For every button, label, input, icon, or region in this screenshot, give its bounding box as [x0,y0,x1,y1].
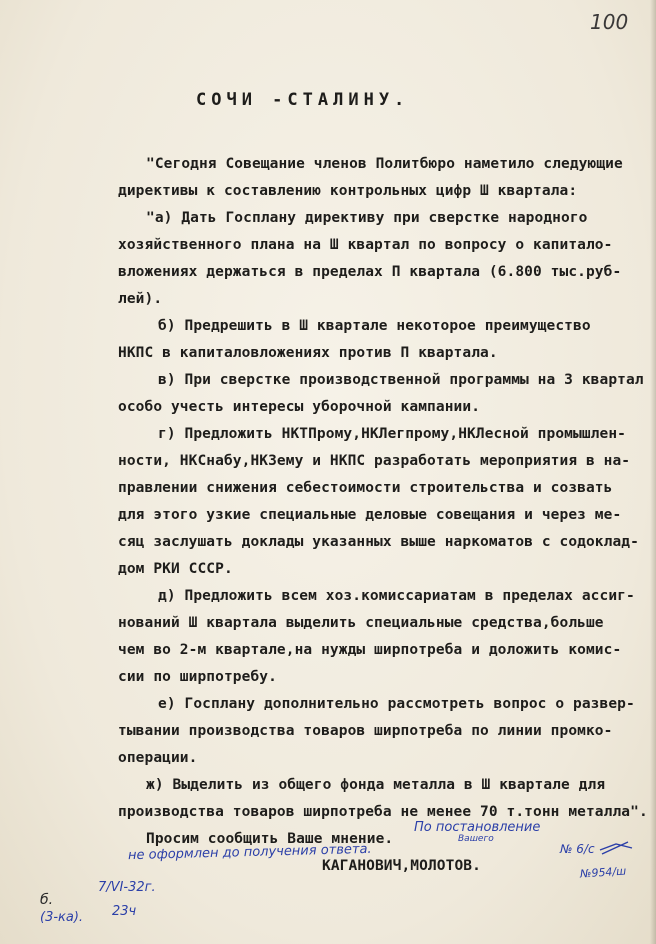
handwritten-note-line1: По постановление [414,820,541,835]
item-e-line: е) Госплану дополнительно рассмотреть вопрос о развер- [158,696,635,712]
closing-request: Просим сообщить Ваше мнение. [146,831,394,847]
item-b-line: б) Предрешить в Ш квартале некоторое преимущество [158,318,591,334]
item-a-line: хозяйственного плана на Ш квартал по вопросу о капитало- [118,237,613,253]
item-zh-line: производства товаров ширпотреба не менее 70 т.тонн металла". [118,804,648,820]
handwritten-note-mark: № 6/с [560,842,595,856]
item-g-line: сяц заслушать доклады указанных выше наркоматов с содоклад- [118,534,639,550]
item-e-line: тывании производства товаров ширпотреба по линии промко- [118,723,613,739]
item-v-line: особо учесть интересы уборочной кампании. [118,399,481,415]
handwritten-reference-number: №954/ш [579,864,627,881]
intro-line: "Сегодня Совещание членов Политбюро наметило следующие [146,156,623,172]
signatures: КАГАНОВИЧ,МОЛОТОВ. [322,858,481,874]
item-d-line: нований Ш квартала выделить специальные средства,больше [118,615,604,631]
item-zh-line: ж) Выделить из общего фонда металла в Ш квартале для [146,777,606,793]
page-number: 100 [590,10,629,34]
page-edge-shadow [650,0,656,944]
item-b-line: НКПС в капиталовложениях против П квартала. [118,345,498,361]
item-g-line: г) Предложить НКТПрому,НКЛегпрому,НКЛесной промышлен- [158,426,626,442]
item-g-line: ности, НКСнабу,НКЗему и НКПС разработать мероприятия в на- [118,453,631,469]
handwritten-time: 23ч [112,904,137,919]
margin-mark-bracket: (3-ка). [40,910,84,925]
item-v-line: в) При сверстке производственной программы на 3 квартал [158,372,644,388]
item-d-line: д) Предложить всем хоз.комиссариатам в пределах ассиг- [158,588,635,604]
item-g-line: для этого узкие специальные деловые совещания и через ме- [118,507,622,523]
telegram-title: СОЧИ -СТАЛИНУ. [196,90,410,110]
item-d-line: сии по ширпотребу. [118,669,277,685]
item-a-line: вложениях держаться в пределах П квартала (6.800 тыс.руб- [118,264,622,280]
item-a-line: лей). [118,291,163,307]
handwritten-note-line2: не оформлен до получения ответа. [127,841,372,864]
handwritten-note-insert: Вашего [458,834,494,844]
margin-mark-b: б. [40,892,54,908]
item-g-line: правлении снижения себестоимости строительства и созвать [118,480,613,496]
handwritten-date: 7/VI-32г. [98,880,156,895]
strikeout-scribble [598,838,634,858]
intro-line: директивы к составлению контрольных цифр Ш квартала: [118,183,578,199]
item-g-line: дом РКИ СССР. [118,561,233,577]
item-a-line: "а) Дать Госплану директиву при сверстке народного [146,210,588,226]
item-e-line: операции. [118,750,198,766]
item-d-line: чем во 2-м квартале,на нужды ширпотреба и доложить комис- [118,642,622,658]
